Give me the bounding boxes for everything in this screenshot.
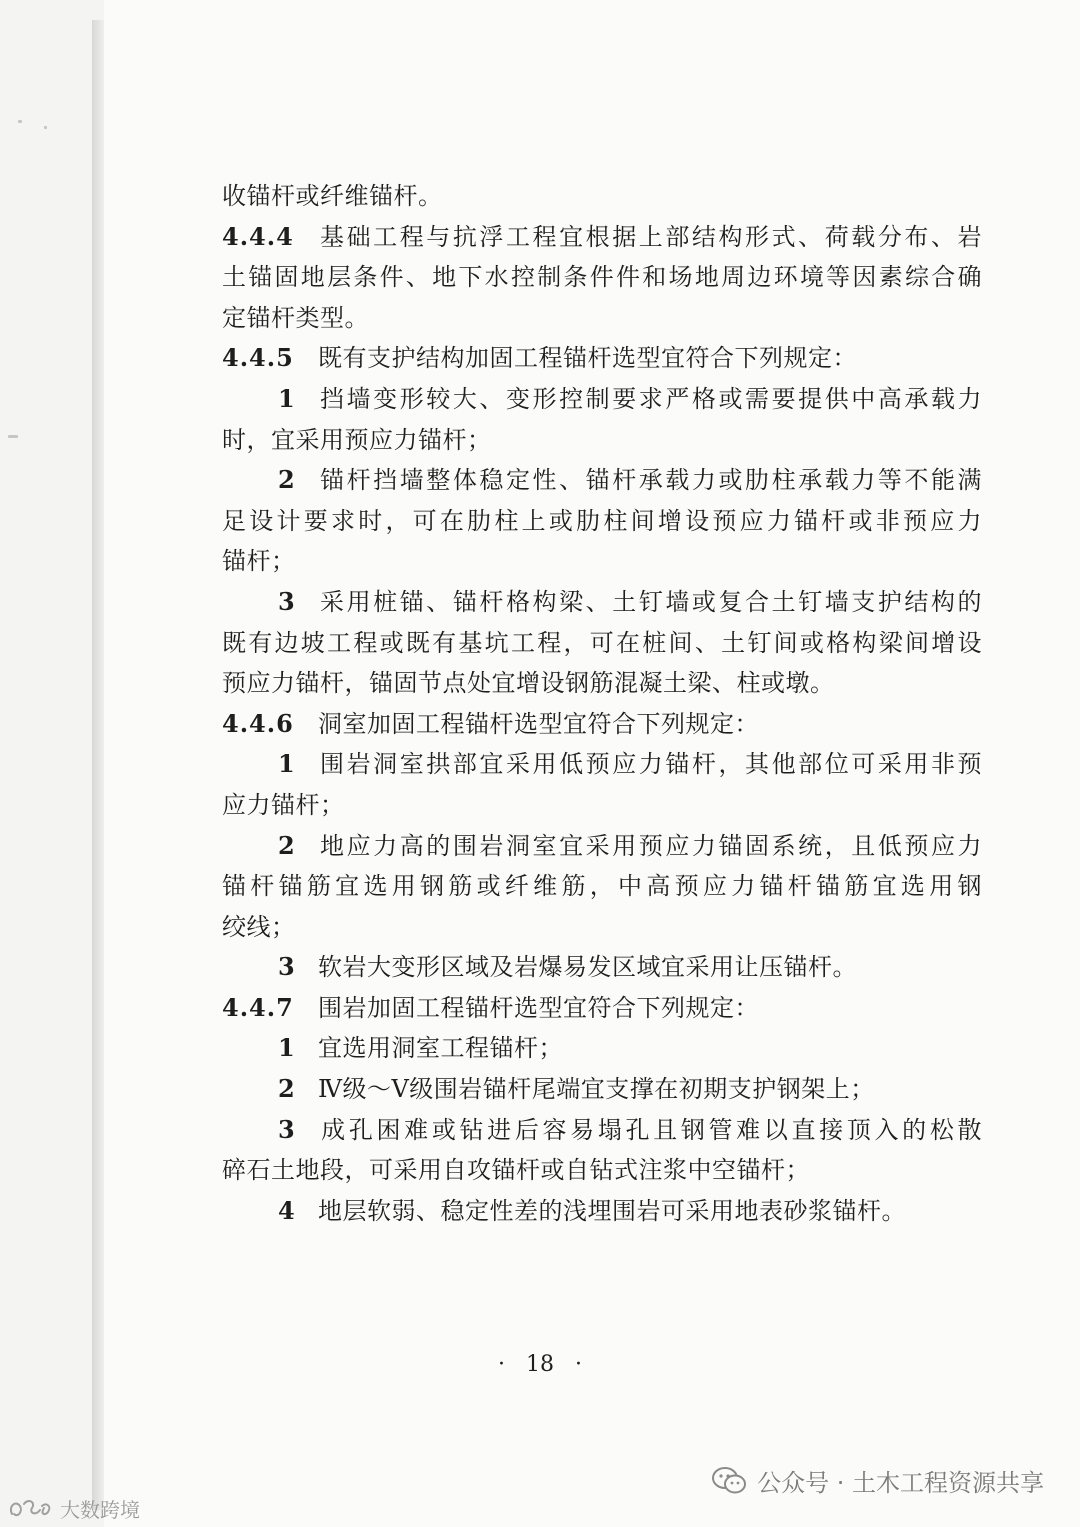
clause-line bbox=[222, 338, 982, 379]
line-text: 围岩洞室拱部宜采用低预应力锚杆，其他部位可采用非预 bbox=[318, 750, 982, 779]
text-line bbox=[222, 785, 982, 826]
line-text: 时，宜采用预应力锚杆； bbox=[222, 425, 492, 454]
item-line bbox=[222, 582, 982, 623]
item-number: 1 bbox=[278, 749, 296, 779]
line-text: 基础工程与抗浮工程宜根据上部结构形式、荷载分布、岩 bbox=[318, 222, 982, 251]
text-line bbox=[222, 663, 982, 704]
item-line bbox=[222, 744, 982, 785]
clause-line bbox=[222, 217, 982, 258]
item-line bbox=[222, 1110, 982, 1151]
scan-speck bbox=[18, 120, 22, 123]
line-text: 收锚杆或纤维锚杆。 bbox=[222, 182, 443, 210]
line-text: 软岩大变形区域及岩爆易发区域宜采用让压锚杆。 bbox=[318, 953, 857, 982]
wechat-watermark bbox=[711, 1463, 1044, 1498]
scan-speck bbox=[8, 435, 18, 438]
text-line bbox=[222, 623, 982, 664]
page-number-bullet-right: · bbox=[575, 1352, 582, 1377]
page-gutter-shadow bbox=[92, 20, 104, 1510]
item-line bbox=[222, 379, 982, 420]
line-text: 采用桩锚、锚杆格构梁、土钉墙或复合土钉墙支护结构的 bbox=[318, 587, 982, 616]
text-line bbox=[222, 501, 982, 542]
line-text: 洞室加固工程锚杆选型宜符合下列规定： bbox=[318, 709, 759, 738]
clause-line bbox=[222, 988, 982, 1029]
cursive-logo-icon bbox=[6, 1496, 56, 1522]
item-line bbox=[222, 826, 982, 867]
item-line bbox=[222, 460, 982, 501]
page-number-bullet-left: · bbox=[498, 1352, 505, 1377]
brand-watermark-text: 大数跨境 bbox=[60, 1498, 140, 1522]
text-line bbox=[222, 541, 982, 582]
line-text: Ⅳ级～Ⅴ级围岩锚杆尾端宜支撑在初期支护钢架上； bbox=[318, 1075, 875, 1104]
text-line bbox=[222, 1150, 982, 1191]
item-number: 1 bbox=[278, 1033, 296, 1063]
item-number: 3 bbox=[278, 586, 296, 616]
page-number bbox=[0, 1352, 1080, 1377]
clause-line bbox=[222, 704, 982, 745]
line-text: 足设计要求时，可在肋柱上或肋柱间增设预应力锚杆或非预应力 bbox=[222, 506, 982, 535]
line-text: 碎石土地段，可采用自攻锚杆或自钻式注浆中空锚杆； bbox=[222, 1156, 810, 1185]
document-body bbox=[222, 176, 982, 1231]
item-number: 1 bbox=[278, 383, 296, 413]
line-text: 地层软弱、稳定性差的浅埋围岩可采用地表砂浆锚杆。 bbox=[318, 1196, 906, 1225]
text-line bbox=[222, 176, 982, 217]
text-line bbox=[222, 907, 982, 948]
text-line bbox=[222, 257, 982, 298]
line-text: 既有支护结构加固工程锚杆选型宜符合下列规定： bbox=[318, 344, 857, 373]
item-number: 4 bbox=[278, 1195, 296, 1225]
item-number: 3 bbox=[278, 1114, 296, 1144]
item-line bbox=[222, 1028, 982, 1069]
line-text: 既有边坡工程或既有基坑工程，可在桩间、土钉间或格构梁间增设 bbox=[222, 628, 982, 657]
text-line bbox=[222, 420, 982, 461]
line-text: 土锚固地层条件、地下水控制条件件和场地周边环境等因素综合确 bbox=[222, 263, 982, 292]
brand-watermark bbox=[6, 1494, 140, 1523]
item-line bbox=[222, 1069, 982, 1110]
line-text: 绞线； bbox=[222, 912, 296, 941]
line-text: 锚杆挡墙整体稳定性、锚杆承载力或肋柱承载力等不能满 bbox=[318, 466, 982, 495]
line-text: 挡墙变形较大、变形控制要求严格或需要提供中高承载力 bbox=[318, 384, 982, 413]
wechat-icon bbox=[711, 1466, 747, 1496]
text-line bbox=[222, 866, 982, 907]
line-text: 锚杆； bbox=[222, 547, 296, 576]
line-text: 应力锚杆； bbox=[222, 790, 345, 819]
page-number-value: 18 bbox=[526, 1352, 554, 1377]
line-text: 定锚杆类型。 bbox=[222, 303, 369, 332]
line-text: 成孔困难或钻进后容易塌孔且钢管难以直接顶入的松散 bbox=[318, 1115, 982, 1144]
item-line bbox=[222, 1191, 982, 1232]
clause-number: 4.4.4 bbox=[222, 221, 294, 251]
line-text: 围岩加固工程锚杆选型宜符合下列规定： bbox=[318, 993, 759, 1022]
line-text: 地应力高的围岩洞室宜采用预应力锚固系统，且低预应力 bbox=[318, 831, 982, 860]
scan-speck bbox=[44, 126, 47, 129]
clause-number: 4.4.5 bbox=[222, 343, 294, 373]
line-text: 锚杆锚筋宜选用钢筋或纤维筋，中高预应力锚杆锚筋宜选用钢 bbox=[222, 872, 982, 901]
item-number: 2 bbox=[278, 1074, 296, 1104]
text-line bbox=[222, 298, 982, 339]
clause-number: 4.4.6 bbox=[222, 708, 294, 738]
item-number: 2 bbox=[278, 465, 296, 495]
item-number: 3 bbox=[278, 952, 296, 982]
item-number: 2 bbox=[278, 830, 296, 860]
line-text: 宜选用洞室工程锚杆； bbox=[318, 1034, 563, 1063]
clause-number: 4.4.7 bbox=[222, 992, 294, 1022]
item-line bbox=[222, 947, 982, 988]
wechat-watermark-text: 公众号 · 土木工程资源共享 bbox=[757, 1469, 1044, 1497]
line-text: 预应力锚杆，锚固节点处宜增设钢筋混凝土梁、柱或墩。 bbox=[222, 669, 835, 698]
